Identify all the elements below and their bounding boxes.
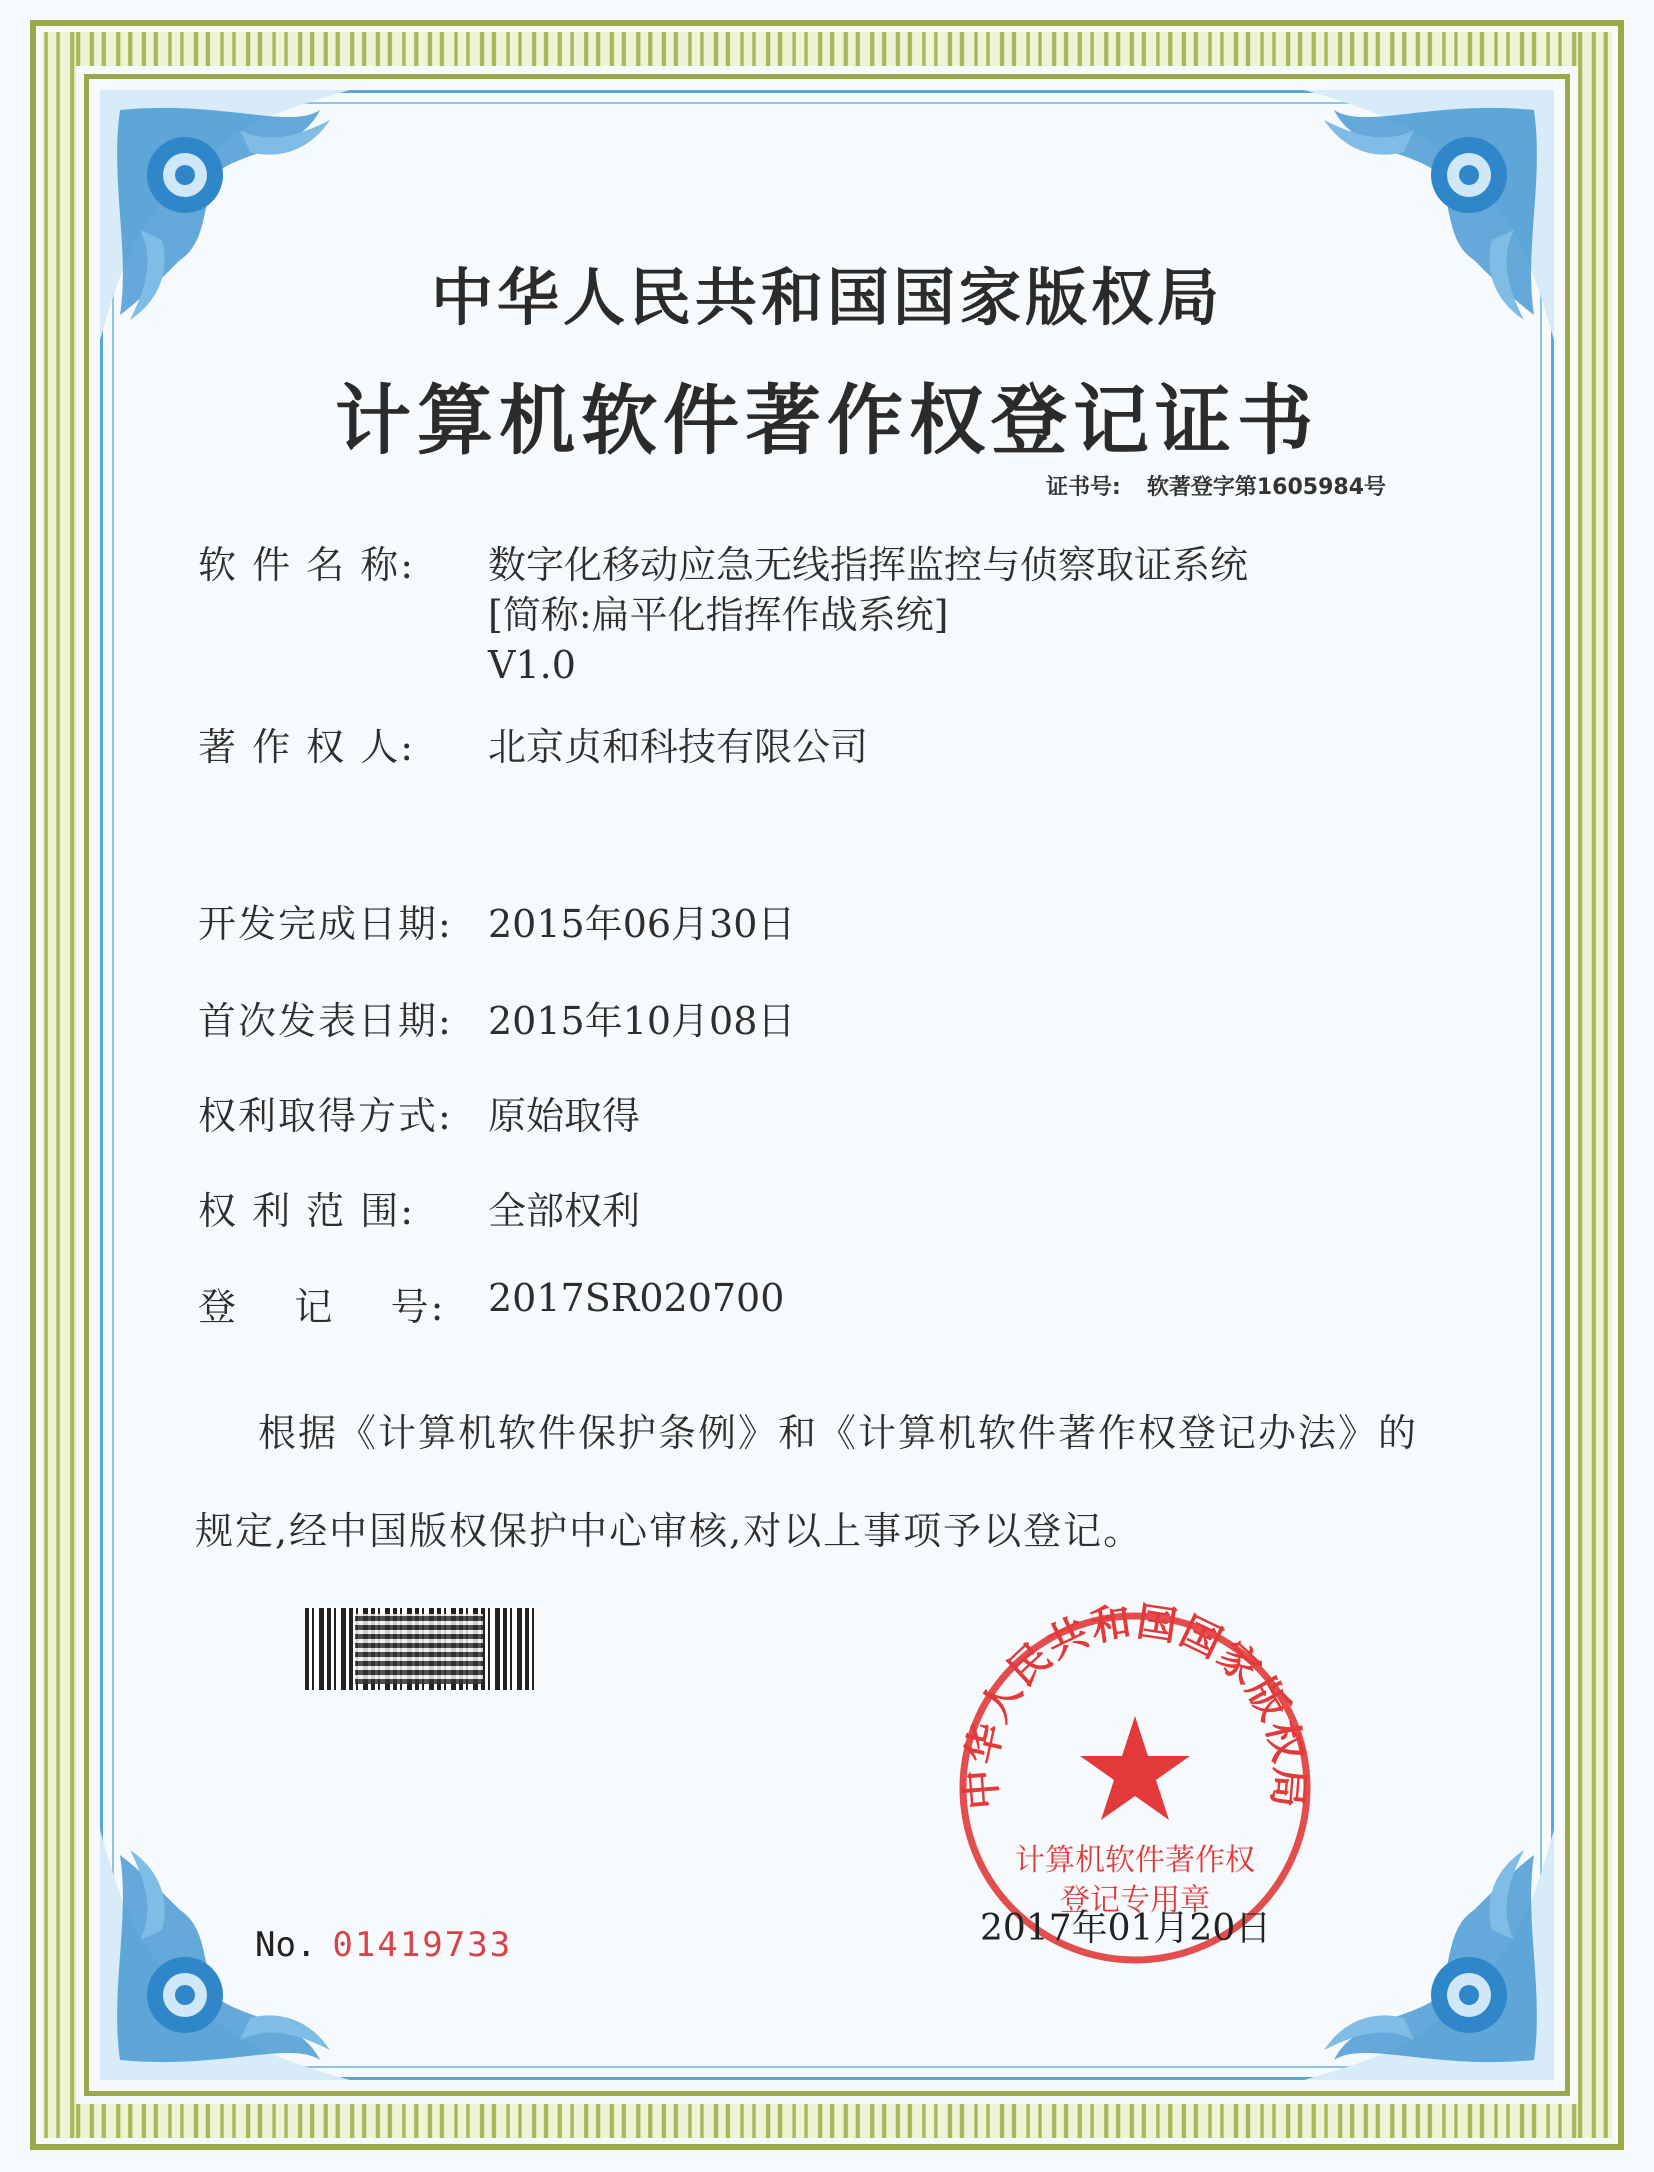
pub-date-label: 首次发表日期: [198, 999, 453, 1043]
issuing-authority-title: 中华人民共和国国家版权局 [430, 261, 1223, 334]
field-copyright-owner [198, 716, 868, 771]
scope-label: 权 利 范 围: [198, 1189, 416, 1233]
software-short-name: [简称:扁平化指挥作战系统] [488, 593, 949, 637]
certificate-number-value: 软著登字第1605984号 [1146, 475, 1386, 500]
certificate-title: 计算机软件著作权登记证书 [335, 376, 1319, 465]
statement-line-2: 规定,经中国版权保护中心审核,对以上事项予以登记。 [195, 1509, 1144, 1553]
acquire-value: 原始取得 [488, 1094, 641, 1138]
registration-label: 登 记 号: [198, 1285, 446, 1329]
certificate-number-label: 证书号: [1046, 475, 1121, 500]
field-dev-date [198, 893, 795, 948]
registration-value: 2017SR020700 [488, 1276, 785, 1320]
serial-number [255, 1925, 512, 1965]
field-registration-number [198, 1276, 784, 1331]
software-version: V1.0 [488, 643, 576, 687]
certificate-number [1046, 470, 1386, 501]
corner-ornament-bottom-right [1304, 1830, 1554, 2080]
software-name-label: 软 件 名 称: [198, 543, 416, 587]
software-name-value: 数字化移动应急无线指挥监控与侦察取证系统 [488, 543, 1249, 587]
seal-line-2: 登记专用章 [1060, 1883, 1210, 1918]
serial-label: No. [255, 1925, 317, 1965]
seal-arc-text: 中华人民共和国国家版权局 [957, 1598, 1313, 1812]
serial-value: 01419733 [332, 1925, 513, 1965]
pub-date-value: 2015年10月08日 [488, 999, 796, 1043]
dev-date-value: 2015年06月30日 [488, 902, 796, 946]
statement-line-1: 根据《计算机软件保护条例》和《计算机软件著作权登记办法》的 [258, 1411, 1419, 1455]
field-software-name [198, 540, 1248, 690]
issue-date: 2017年01月20日 [980, 1908, 1272, 1949]
acquire-label: 权利取得方式: [198, 1094, 453, 1138]
owner-value: 北京贞和科技有限公司 [488, 725, 869, 769]
dev-date-label: 开发完成日期: [198, 902, 453, 946]
seal-line-1: 计算机软件著作权 [1015, 1843, 1255, 1878]
field-acquire-method [198, 1085, 640, 1140]
field-pub-date [198, 990, 795, 1045]
barcode [305, 1608, 535, 1690]
scope-value: 全部权利 [488, 1189, 641, 1233]
field-rights-scope [198, 1180, 640, 1235]
owner-label: 著 作 权 人: [198, 725, 416, 769]
